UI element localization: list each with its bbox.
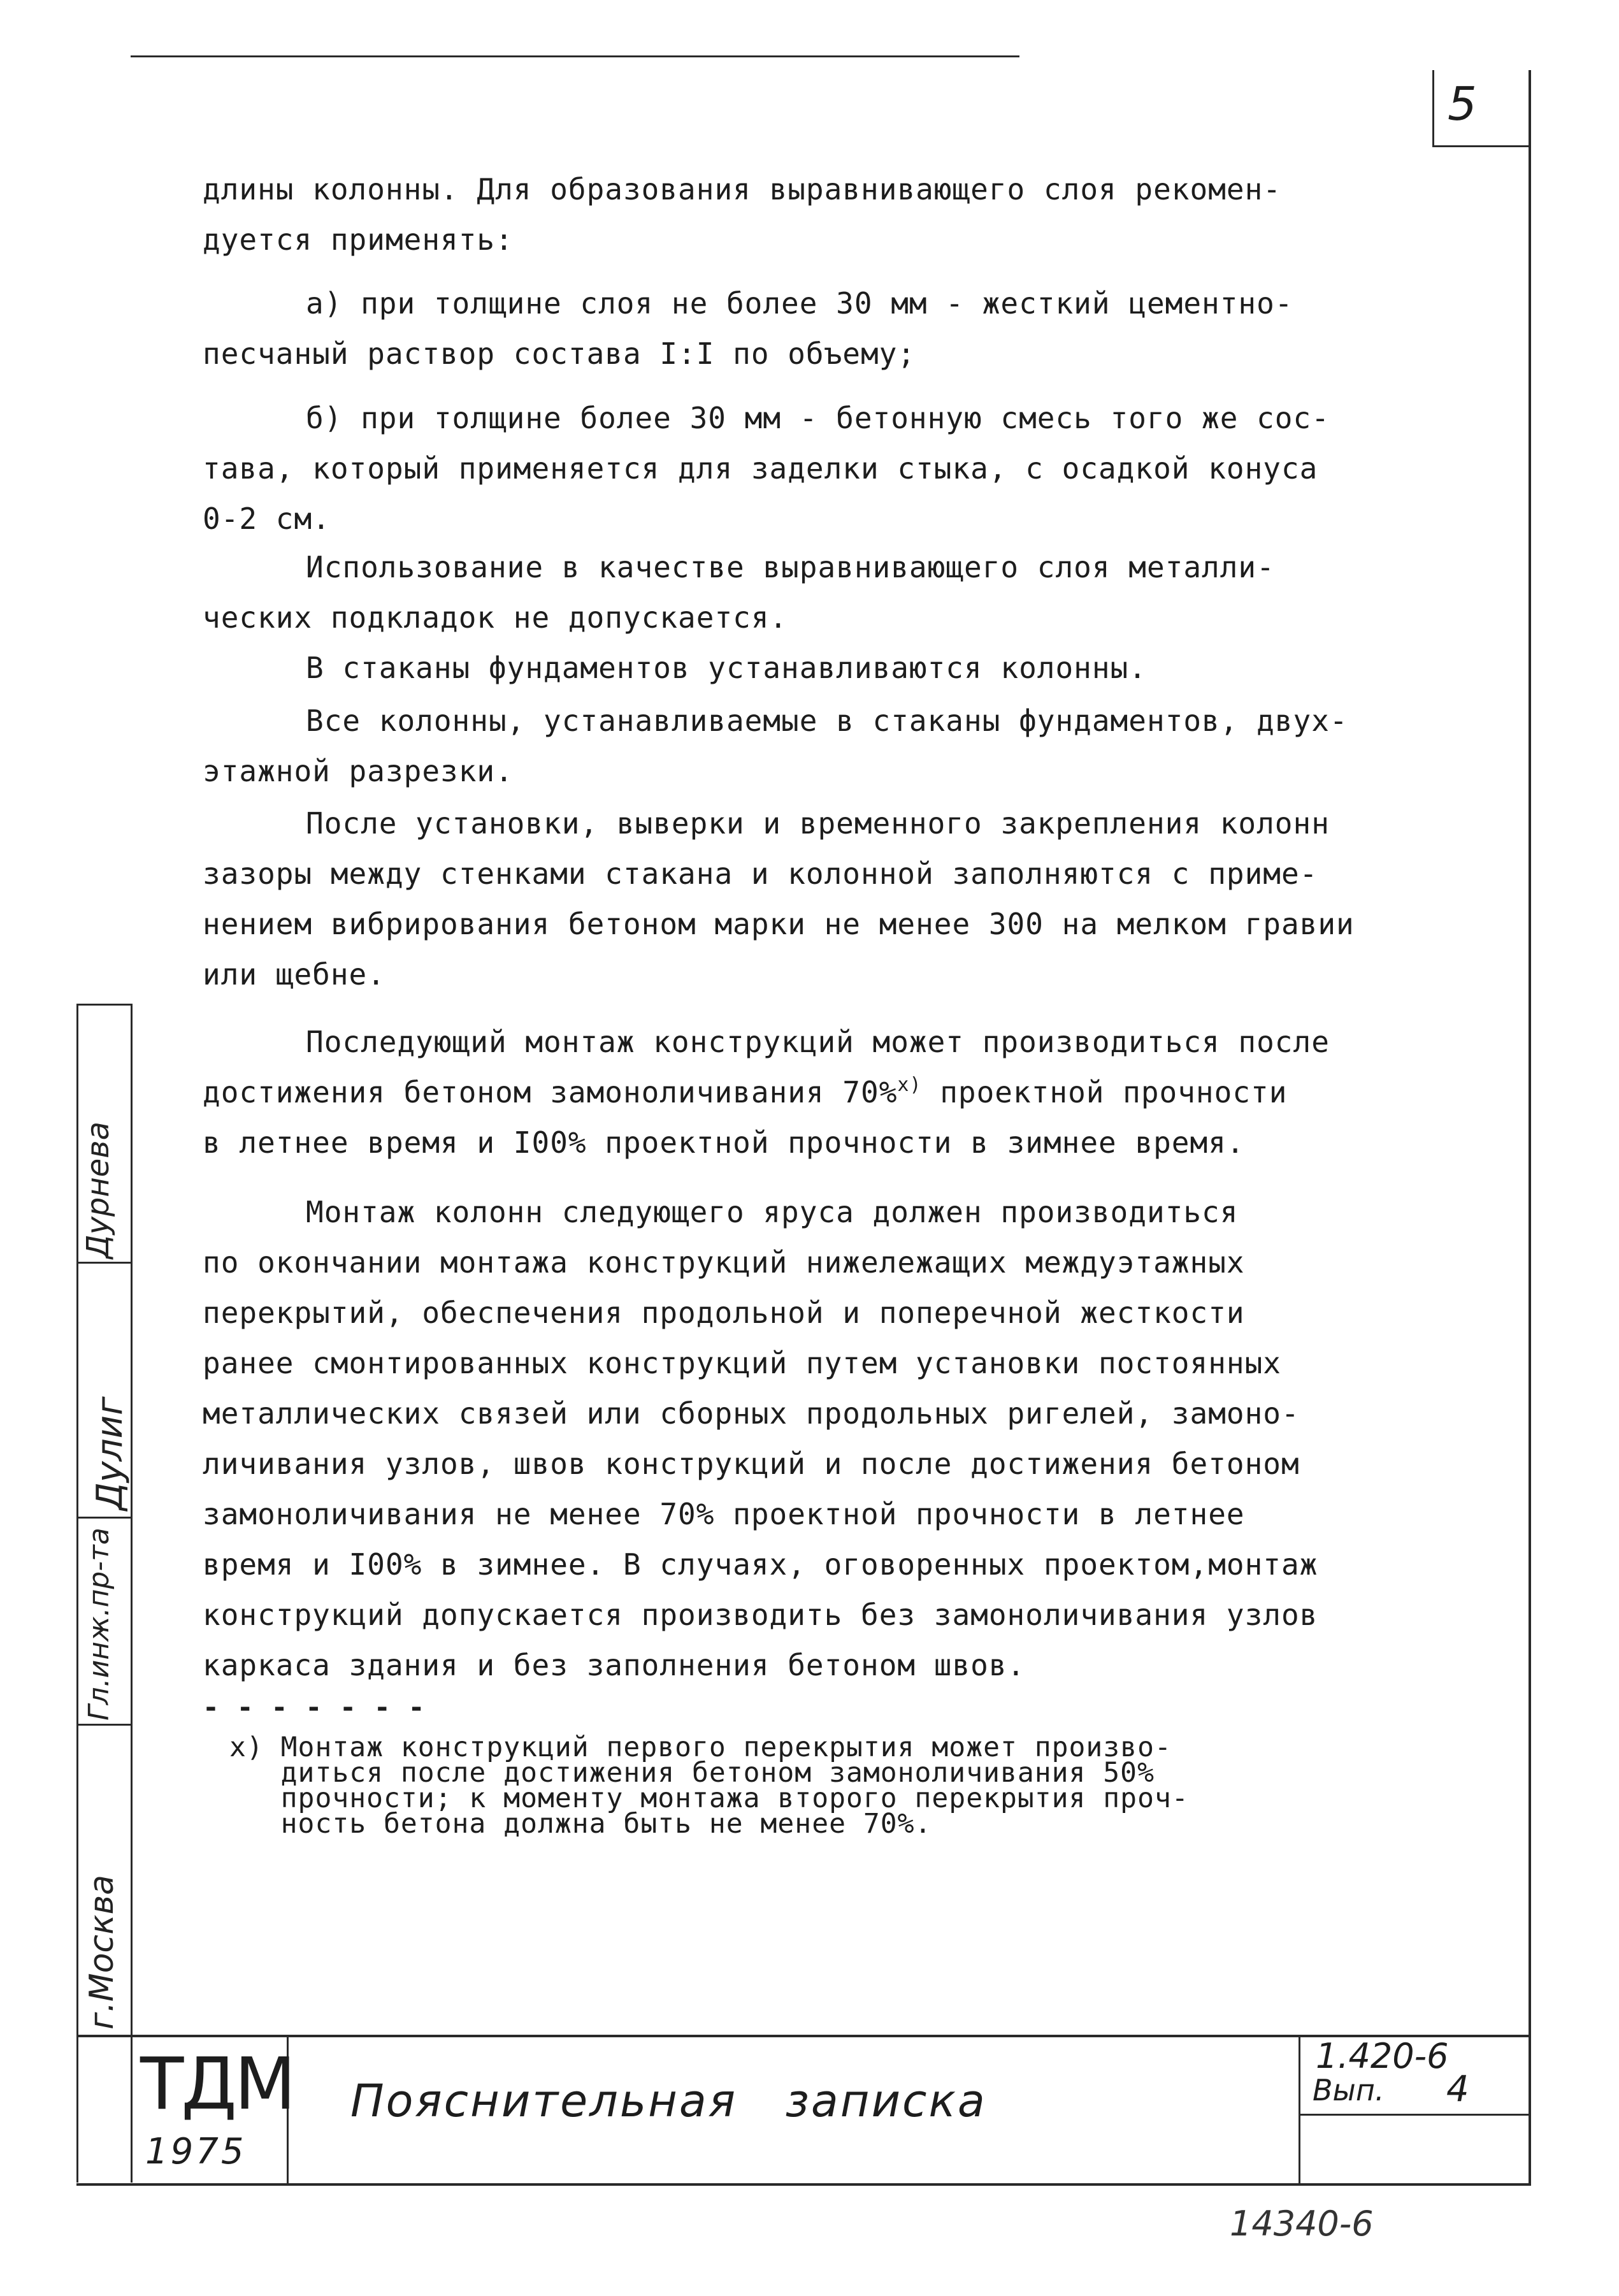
margin-city: г.Москва (83, 1874, 121, 2030)
body-line: или щебне. (203, 957, 385, 992)
body-line: достижения бетоном замоноличивания 70%$^{x)}$ проектной прочности (203, 1074, 1288, 1109)
body-line: в летнее время и I00% проектной прочности в зимнее время. (203, 1125, 1245, 1160)
body-line: 0-2 см. (203, 502, 331, 536)
margin-divider-1 (76, 1004, 133, 1006)
body-line: перекрытий, обеспечения продольной и поперечной жесткости (203, 1296, 1245, 1330)
body-line: по окончании монтажа конструкций нижележащих междуэтажных (203, 1245, 1245, 1280)
body-line: дуется применять: (203, 222, 514, 257)
body-line: ранее смонтированных конструкций путем установки постоянных (203, 1346, 1281, 1380)
top-border (131, 55, 1019, 57)
page-number-box-left (1432, 70, 1434, 147)
margin-divider-4 (76, 1724, 133, 1726)
body-line: После установки, выверки и временного закрепления колонн (306, 806, 1330, 841)
body-line: Все колонны, устанавливаемые в стаканы фундаментов, двух- (306, 704, 1348, 738)
margin-divider-2 (76, 1262, 133, 1264)
right-border (1529, 70, 1531, 2186)
body-line: Монтаж колонн следующего яруса должен производиться (306, 1195, 1239, 1229)
title-block-title: Пояснительная записка (350, 2075, 987, 2127)
body-line: нением вибрирования бетоном марки не менее 300 на мелком гравии (203, 907, 1355, 941)
margin-signature: Дулиг (89, 1396, 131, 1510)
body-line: металлических связей или сборных продольных ригелей, замоно- (203, 1396, 1300, 1431)
title-block-code-hline (1299, 2114, 1531, 2116)
footnote-divider: - - - - - - - (203, 1692, 426, 1724)
footnote-line: прочности; к моменту монтажа второго перекрытия проч- (229, 1782, 1189, 1814)
margin-role: Гл.инж.пр-та (83, 1527, 115, 1721)
body-line: каркаса здания и без заполнения бетоном швов. (203, 1648, 1026, 1682)
margin-divider-3 (76, 1517, 133, 1519)
body-line: время и I00% в зимнее. В случаях, оговоренных проектом,монтаж (203, 1547, 1318, 1582)
margin-name-durneva: Дурнева (80, 1122, 116, 1259)
page-number: 5 (1448, 77, 1477, 131)
title-block-year: 1975 (145, 2131, 247, 2172)
footnote-marker: x) (897, 1074, 922, 1096)
title-block-org: ТДМ (140, 2043, 294, 2126)
body-line: тава, который применяется для заделки стыка, с осадкой конуса (203, 451, 1318, 486)
archive-stamp: 14340-6 (1230, 2204, 1374, 2244)
title-block-series: 1.420-6 (1316, 2036, 1449, 2076)
footnote-line: диться после достижения бетоном замоноличивания 50% (229, 1757, 1155, 1789)
title-block-code-divider (1299, 2037, 1300, 2186)
body-line: зазоры между стенками стакана и колонной заполняются с приме- (203, 856, 1318, 891)
body-line: б) при толщине более 30 мм - бетонную смесь того же сос- (306, 401, 1330, 435)
body-line: личивания узлов, швов конструкций и после достижения бетоном (203, 1447, 1300, 1481)
title-block (76, 2035, 1531, 2186)
body-line: Последующий монтаж конструкций может производиться после (306, 1025, 1330, 1059)
body-line: замоноличивания не менее 70% проектной прочности в летнее (203, 1497, 1245, 1531)
title-block-issue-label: Вып. (1313, 2073, 1385, 2107)
footnote-line: x) Монтаж конструкций первого перекрытия может произво- (229, 1731, 1172, 1763)
body-line: В стаканы фундаментов устанавливаются колонны. (306, 651, 1147, 685)
margin-outer-line (76, 1004, 78, 2183)
body-line: Использование в качестве выравнивающего слоя металли- (306, 550, 1275, 584)
body-line: а) при толщине слоя не более 30 мм - жесткий цементно- (306, 286, 1293, 321)
body-line: конструкций допускается производить без замоноличивания узлов (203, 1598, 1318, 1632)
body-line: ческих подкладок не допускается. (203, 600, 788, 635)
page-number-box-bottom (1432, 145, 1531, 147)
body-line: длины колонны. Для образования выравнивающего слоя рекомен- (203, 172, 1281, 206)
title-block-issue-value: 4 (1446, 2069, 1469, 2110)
body-line: песчаный раствор состава I:I по объему; (203, 336, 916, 371)
left-border (131, 1004, 133, 2183)
body-line: этажной разрезки. (203, 754, 514, 788)
footnote-line: ность бетона должна быть не менее 70%. (229, 1808, 932, 1840)
